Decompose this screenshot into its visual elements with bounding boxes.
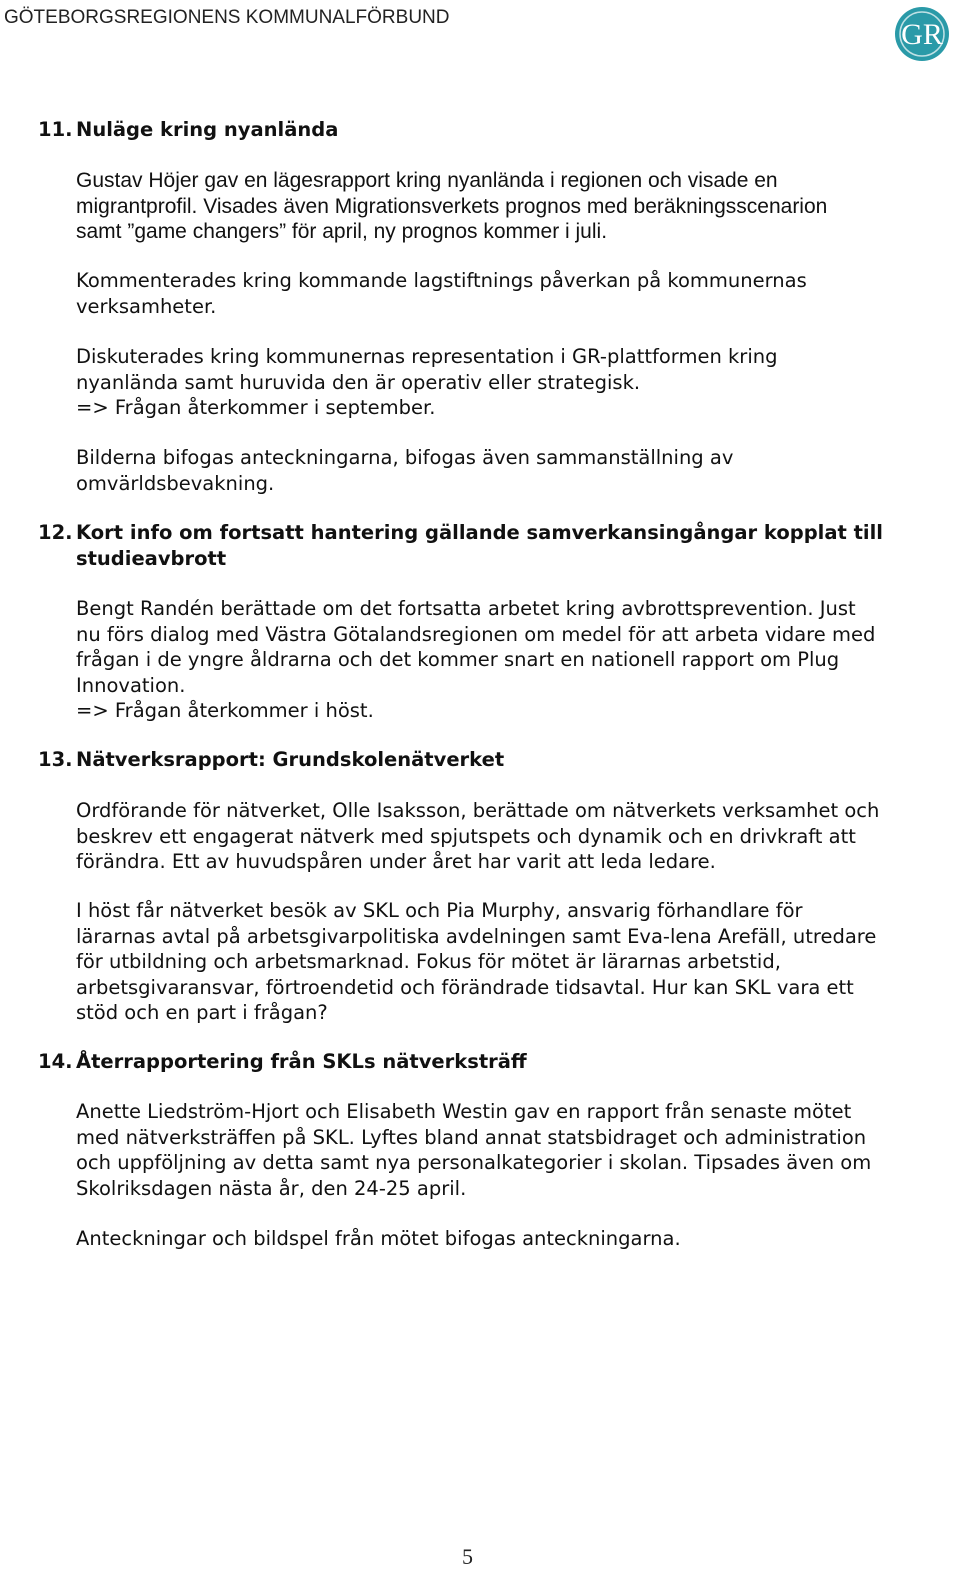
section-title: Nätverksrapport: Grundskolenätverket xyxy=(76,748,505,771)
paragraph: Anteckningar och bildspel från mötet bifogas anteckningarna. xyxy=(76,1227,681,1250)
paragraph: Diskuterades kring kommunernas representation i GR-plattformen kring nyanlända samt huruvida den är operativ eller strategisk. => Frågan återkommer i september. xyxy=(76,345,778,419)
paragraph: Kommenterades kring kommande lagstiftnings påverkan på kommunernas verksamheter. xyxy=(76,269,807,318)
section-heading-12 xyxy=(38,520,938,571)
paragraph: Gustav Höjer gav en lägesrapport kring nyanlända i regionen och visade en migrantprofil. Visades även Migrationsverkets prognos med beräkningsscenarion samt ”game changers” för april, ny prognos kommer i juli. xyxy=(76,169,828,243)
paragraph: Anette Liedström-Hjort och Elisabeth Westin gav en rapport från senaste mötet med nätverksträffen på SKL. Lyftes bland annat statsbidraget och administration och uppföljning av detta samt nya personalkategorier i skolan. Tipsades även om Skolriksdagen nästa år, den 24-25 april. xyxy=(76,1100,872,1200)
page-number: 5 xyxy=(462,1544,473,1569)
section-heading-11 xyxy=(38,117,938,143)
paragraph: I höst får nätverket besök av SKL och Pia Murphy, ansvarig förhandlare för lärarnas avtal på arbetsgivarpolitiska avdelningen samt Eva-lena Arefäll, utredare för utbildning och arbetsmarknad. Fokus för mötet är lärarnas arbetstid, arbetsgivaransvar, förtroendetid och förändrade tidsavtal. Hur kan SKL vara ett stöd och en part i frågan? xyxy=(76,899,877,1024)
gr-logo xyxy=(893,4,953,64)
section-title: Kort info om fortsatt hantering gällande samverkansingångar kopplat till studieavbrott xyxy=(76,521,883,570)
gr-logo-text: GR xyxy=(901,18,943,51)
section-number: 11. xyxy=(38,118,73,141)
section-title: Nuläge kring nyanlända xyxy=(76,118,339,141)
section-title: Återrapportering från SKLs nätverksträff xyxy=(76,1050,527,1073)
section-number: 13. xyxy=(38,748,73,771)
section-heading-13 xyxy=(38,747,938,773)
section-heading-14 xyxy=(38,1049,938,1075)
section-number: 12. xyxy=(38,521,73,544)
paragraph: Ordförande för nätverket, Olle Isaksson, berättade om nätverkets verksamhet och beskrev ett engagerat nätverk med spjutspets och dynamik och en drivkraft att förändra. Ett av huvudspåren under året har varit att leda ledare. xyxy=(76,799,880,873)
paragraph: Bengt Randén berättade om det fortsatta arbetet kring avbrottsprevention. Just nu förs dialog med Västra Götalandsregionen om medel för att arbeta vidare med frågan i de yngre åldrarna och det kommer snart en nationell rapport om Plug Innovation. => Frågan återkommer i höst. xyxy=(76,597,876,722)
organization-header: GÖTEBORGSREGIONENS KOMMUNALFÖRBUND xyxy=(4,7,450,28)
paragraph: Bilderna bifogas anteckningarna, bifogas även sammanställning av omvärldsbevakning. xyxy=(76,446,734,495)
section-number: 14. xyxy=(38,1050,73,1073)
